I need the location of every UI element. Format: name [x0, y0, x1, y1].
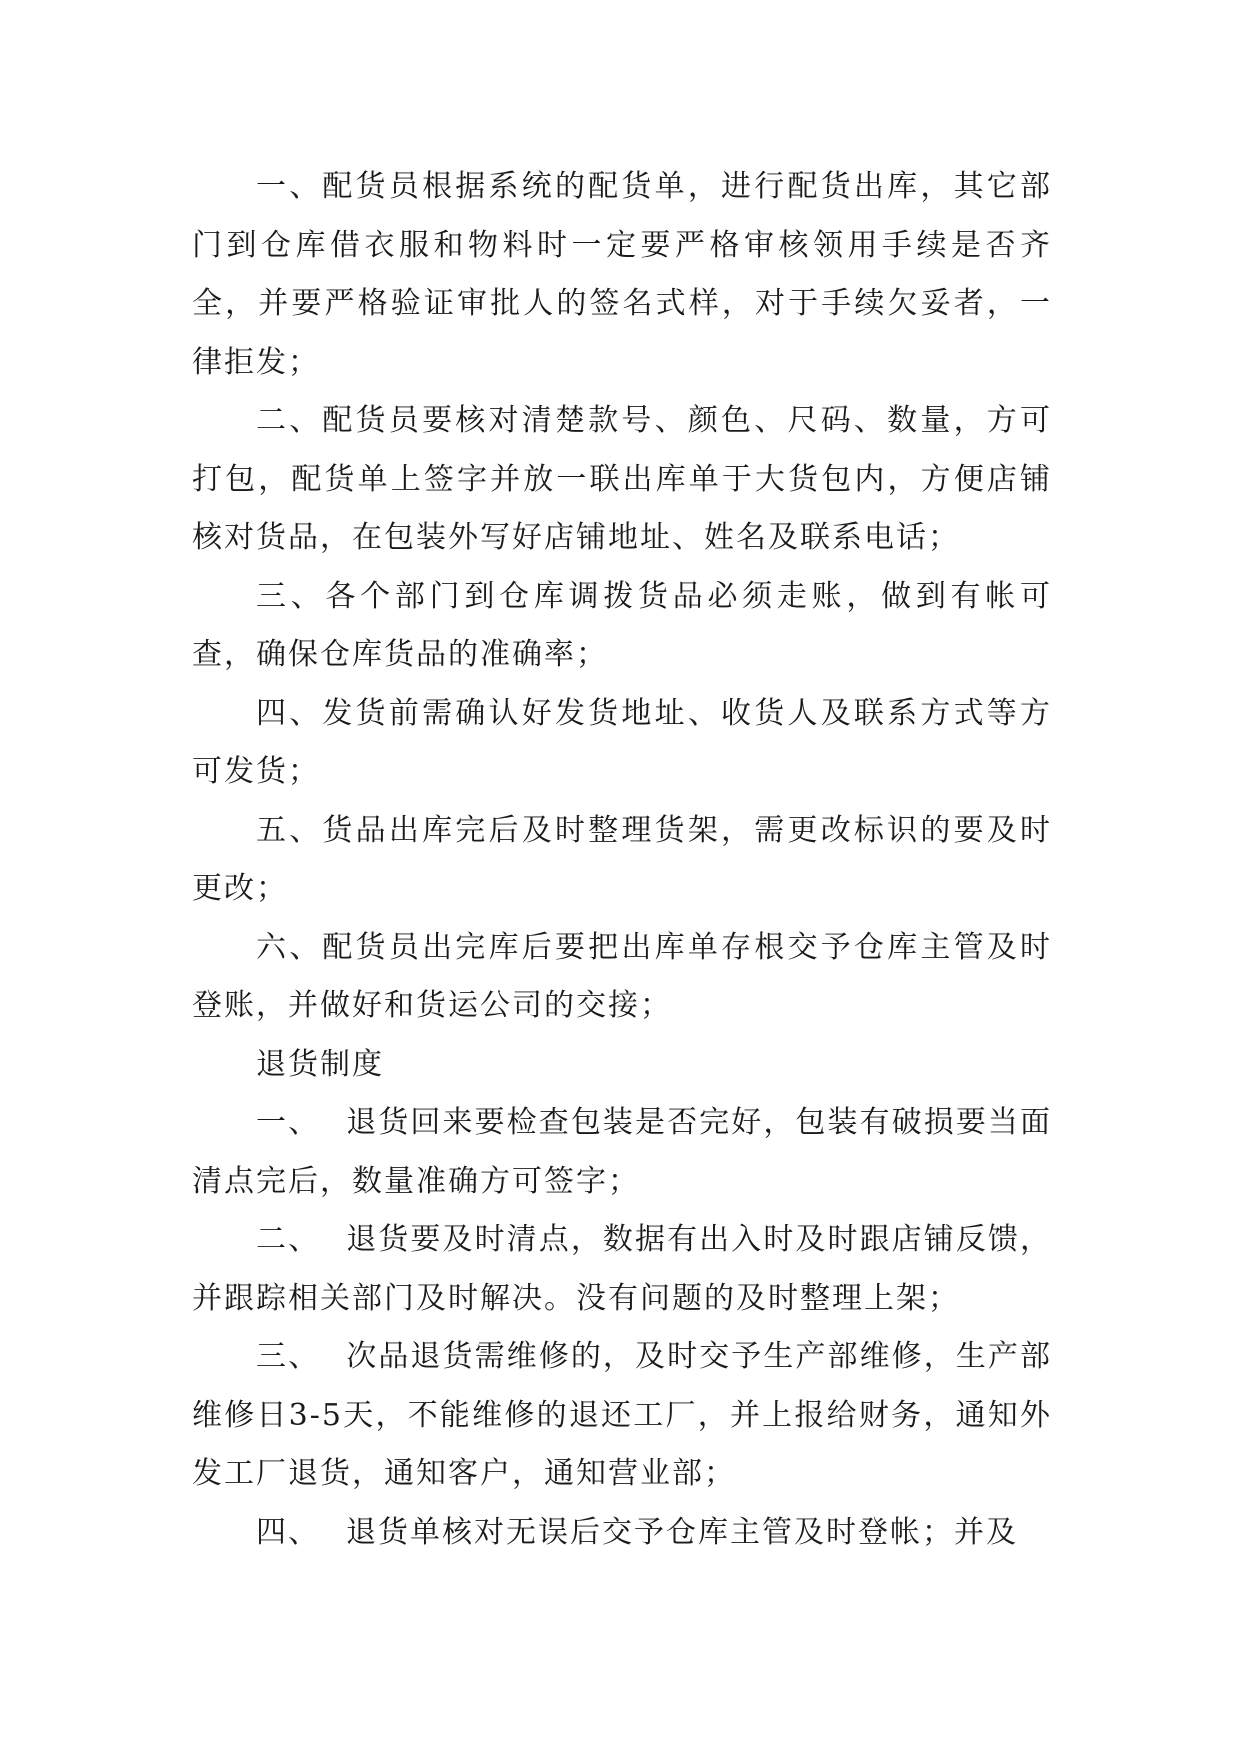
- outbound-rule-4: 四、发货前需确认好发货地址、收货人及联系方式等方可发货；: [192, 695, 1052, 789]
- outbound-rule-5: 五、货品出库完后及时整理货架，需更改标识的要及时更改；: [192, 812, 1052, 906]
- return-rule-text: 次品退货需维修的，及时交予生产部维修，生产部维修日3-5天，不能维修的退还工厂，并上报给财务，通知外发工厂退货，通知客户，通知营业部；: [192, 1339, 1053, 1491]
- return-rule-text: 退货回来要检查包装是否完好，包装有破损要当面清点完后，数量准确方可签字；: [192, 1105, 1053, 1199]
- return-rule-marker: 一、: [256, 1105, 321, 1140]
- outbound-rule-1: 一、配货员根据系统的配货单，进行配货出库，其它部门到仓库借衣服和物料时一定要严格审核领用手续是否齐全，并要严格验证审批人的签名式样，对于手续欠妥者，一律拒发；: [192, 169, 1052, 380]
- return-rule-text: 退货单核对无误后交予仓库主管及时登帐；并及: [346, 1514, 1018, 1550]
- return-rule-marker: 三、: [256, 1339, 321, 1374]
- return-rule-4: [192, 1504, 1052, 1563]
- outbound-rule-3: 三、各个部门到仓库调拨货品必须走账，做到有帐可查，确保仓库货品的准确率；: [192, 578, 1052, 672]
- return-rule-2: [192, 1211, 1052, 1328]
- outbound-rule-6: 六、配货员出完库后要把出库单存根交予仓库主管及时登账，并做好和货运公司的交接；: [192, 929, 1052, 1023]
- return-rule-text: 退货要及时清点，数据有出入时及时跟店铺反馈，并跟踪相关部门及时解决。没有问题的及时整理上架；: [192, 1222, 1053, 1316]
- document-body: [192, 158, 1052, 1562]
- section-heading-returns: 退货制度: [256, 1046, 384, 1082]
- return-rule-marker: 四、: [256, 1514, 320, 1550]
- return-rule-1: [192, 1094, 1052, 1211]
- return-rule-3: [192, 1328, 1052, 1504]
- return-rule-marker: 二、: [256, 1222, 321, 1257]
- outbound-rule-2: 二、配货员要核对清楚款号、颜色、尺码、数量，方可打包，配货单上签字并放一联出库单于大货包内，方便店铺核对货品，在包装外写好店铺地址、姓名及联系电话；: [192, 403, 1052, 555]
